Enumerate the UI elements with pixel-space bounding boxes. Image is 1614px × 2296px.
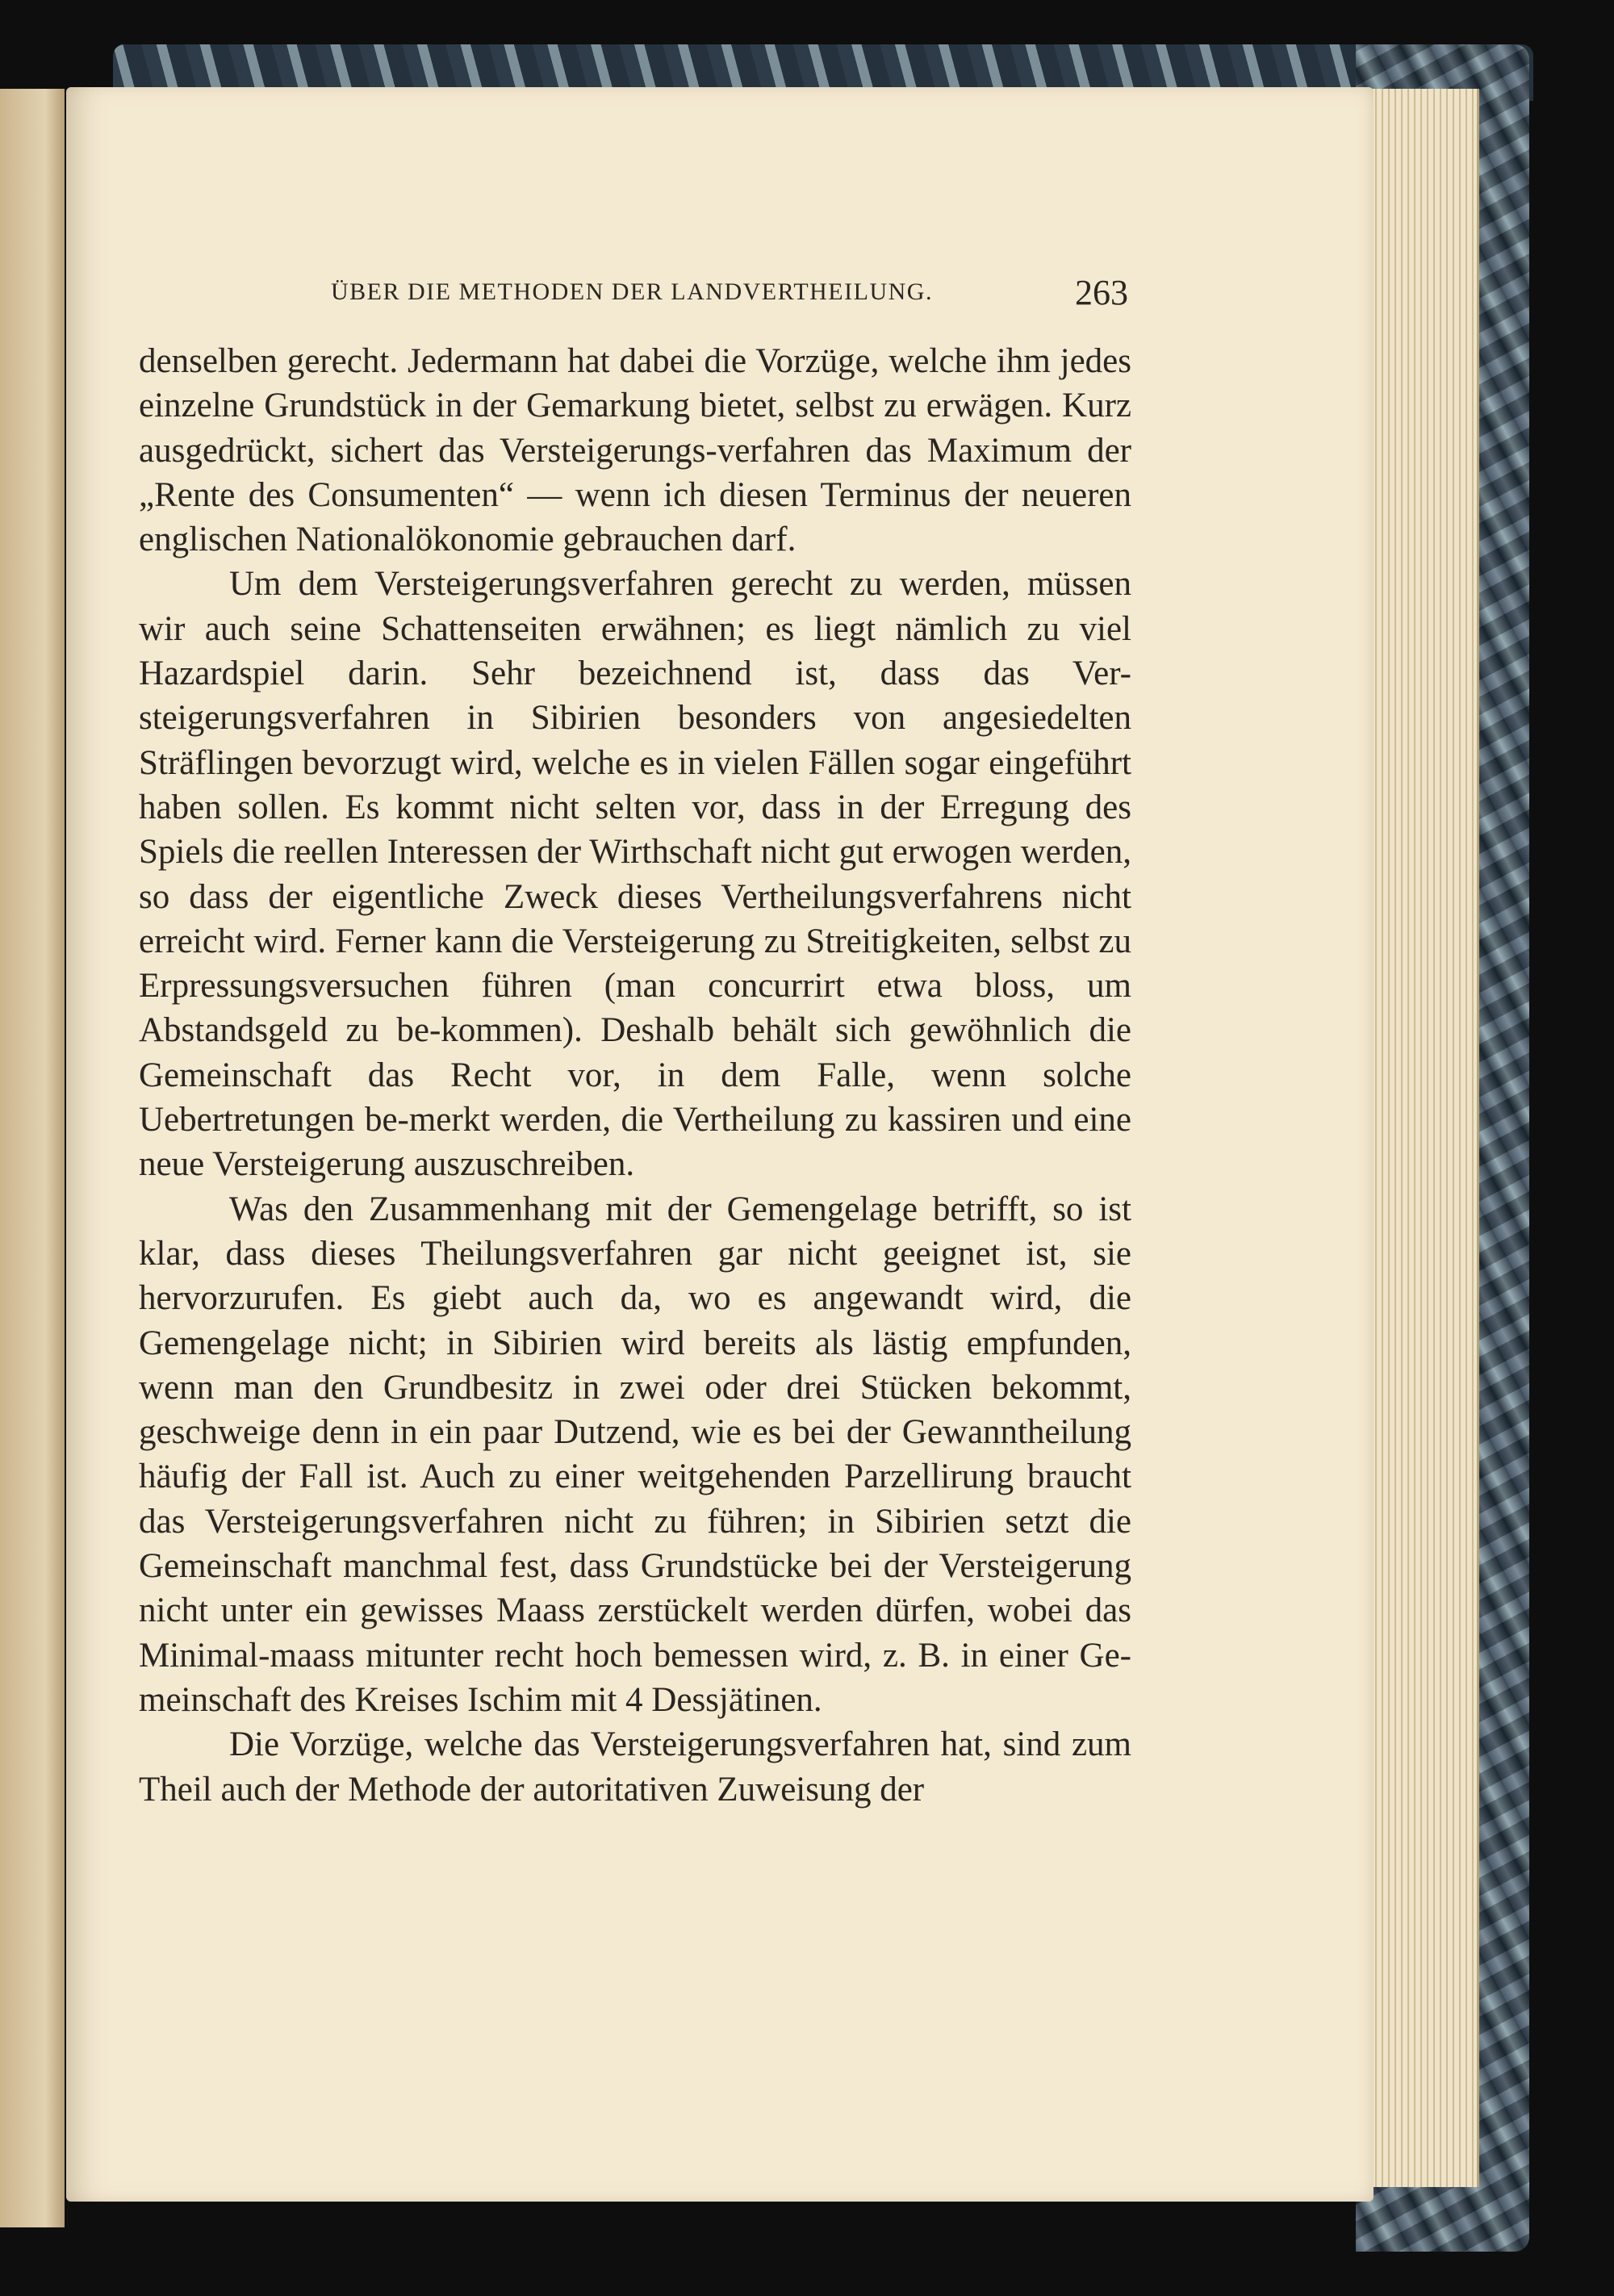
page-number: 263 xyxy=(1075,273,1128,312)
paragraph: Um dem Versteigerungsverfahren gerecht zu werden, müssen wir auch seine Schattenseiten erwähnen; es liegt nämlich zu viel Hazardspiel darin. Sehr bezeichnend ist, dass das Ver-steigerungsverfahren in Sibirien besonders von angesiedelten Sträflingen bevorzugt wird, welche es in vielen Fällen sogar eingeführt haben sollen. Es kommt nicht selten vor, dass in der Erregung des Spiels die reellen Interessen der Wirthschaft nicht gut erwogen werden, so dass der eigentliche Zweck dieses Vertheilungsverfahrens nicht erreicht wird. Ferner kann die Versteigerung zu Streitigkeiten, selbst zu Erpressungsversuchen führen (man concurrirt etwa bloss, um Abstandsgeld zu be-kommen). Deshalb behält sich gewöhnlich die Gemeinschaft das Recht vor, in dem Falle, wenn solche Uebertretungen be-merkt werden, die Vertheilung zu kassiren und eine neue Versteigerung auszuschreiben. xyxy=(139,565,1131,1184)
paragraph: denselben gerecht. Jedermann hat dabei die Vorzüge, welche ihm jedes einzelne Grundstück in der Gemarkung bietet, selbst zu erwägen. Kurz ausgedrückt, sichert das Versteigerungs-verfahren das Maximum der „Rente des Consumenten“ — wenn ich diesen Terminus der neueren englischen Nationalökonomie gebrauchen darf. xyxy=(139,342,1131,559)
paragraph: Die Vorzüge, welche das Versteigerungsverfahren hat, sind zum Theil auch der Methode der autoritativen Zuweisung der xyxy=(139,1725,1131,1809)
paragraph: Was den Zusammenhang mit der Gemengelage betrifft, so ist klar, dass dieses Theilungsverfahren gar nicht geeignet ist, sie hervorzurufen. Es giebt auch da, wo es angewandt wird, die Gemengelage nicht; in Sibirien wird bereits als lästig empfunden, wenn man den Grundbesitz in zwei oder drei Stücken bekommt, geschweige denn in ein paar Dutzend, wie es bei der Gewanntheilung häufig der Fall ist. Auch zu einer weitgehenden Parzellirung braucht das Versteigerungsverfahren nicht zu führen; in Sibirien setzt die Gemeinschaft manchmal fest, dass Grundstücke bei der Versteigerung nicht unter ein gewisses Maass zerstückelt werden dürfen, wobei das Minimal-maass mitunter recht hoch bemessen wird, z. B. in einer Ge-meinschaft des Kreises Ischim mit 4 Dessjätinen. xyxy=(139,1190,1131,1719)
body-text xyxy=(139,339,1131,1812)
running-title: ÜBER DIE METHODEN DER LANDVERTHEILUNG. xyxy=(331,278,933,305)
previous-page-edge xyxy=(0,89,65,2227)
page-header xyxy=(265,273,1128,319)
page-stack-edge xyxy=(1364,89,1479,2187)
